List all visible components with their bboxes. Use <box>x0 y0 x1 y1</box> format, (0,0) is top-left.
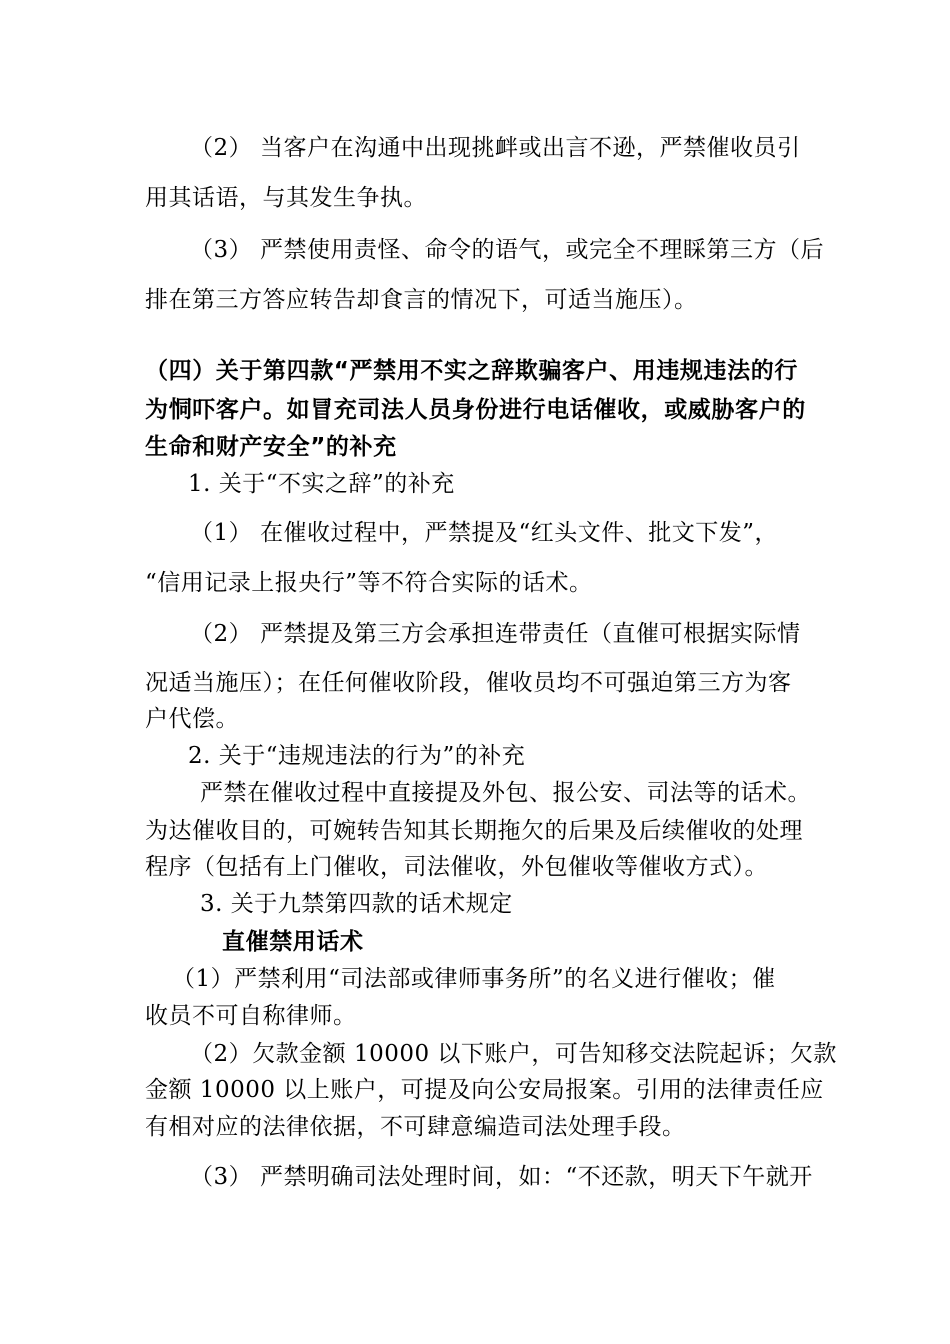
text-line: （2） 当客户在沟通中出现挑衅或出言不逊，严禁催收员引 <box>190 135 801 161</box>
section-heading: （四）关于第四款“严禁用不实之辞欺骗客户、用违规违法的行 <box>145 358 798 384</box>
text-line: 金额 10000 以上账户，可提及向公安局报案。引用的法律责任应 <box>145 1077 824 1103</box>
text-line: 用其话语，与其发生争执。 <box>145 185 427 211</box>
subsection-title: 2. 关于“违规违法的行为”的补充 <box>188 743 526 769</box>
subheading: 直催禁用话术 <box>222 929 364 955</box>
text-line: 程序（包括有上门催收，司法催收，外包催收等催收方式）。 <box>145 854 768 880</box>
text-line: 况适当施压）；在任何催收阶段，催收员均不可强迫第三方为客 <box>145 670 792 696</box>
text-line: 户代偿。 <box>145 706 239 732</box>
text-line: （2）欠款金额 10000 以下账户，可告知移交法院起诉；欠款 <box>190 1041 837 1067</box>
section-heading: 为恫吓客户。如冒充司法人员身份进行电话催收，或威胁客户的 <box>145 397 806 423</box>
subsection-title: 1. 关于“不实之辞”的补充 <box>188 471 455 497</box>
text-line: （3） 严禁使用责怪、命令的语气，或完全不理睬第三方（后 <box>190 237 824 263</box>
text-line: 收员不可自称律师。 <box>145 1003 357 1029</box>
text-line: 严禁在催收过程中直接提及外包、报公安、司法等的话术。 <box>200 780 811 806</box>
subsection-title: 3. 关于九禁第四款的话术规定 <box>200 891 513 917</box>
text-line: 排在第三方答应转告却食言的情况下，可适当施压）。 <box>145 287 698 313</box>
text-line: （2） 严禁提及第三方会承担连带责任（直催可根据实际情 <box>190 621 801 647</box>
text-line: 为达催收目的，可婉转告知其长期拖欠的后果及后续催收的处理 <box>145 818 803 844</box>
text-line: 有相对应的法律依据，不可肆意编造司法处理手段。 <box>145 1114 686 1140</box>
text-line: “信用记录上报央行”等不符合实际的话术。 <box>145 570 593 596</box>
text-line: （1） 在催收过程中，严禁提及“红头文件、批文下发”， <box>190 520 778 546</box>
section-heading: 生命和财产安全”的补充 <box>145 434 397 460</box>
text-line: （3） 严禁明确司法处理时间，如：“不还款，明天下午就开 <box>190 1164 813 1190</box>
text-line: （1）严禁利用“司法部或律师事务所”的名义进行催收；催 <box>172 966 776 992</box>
